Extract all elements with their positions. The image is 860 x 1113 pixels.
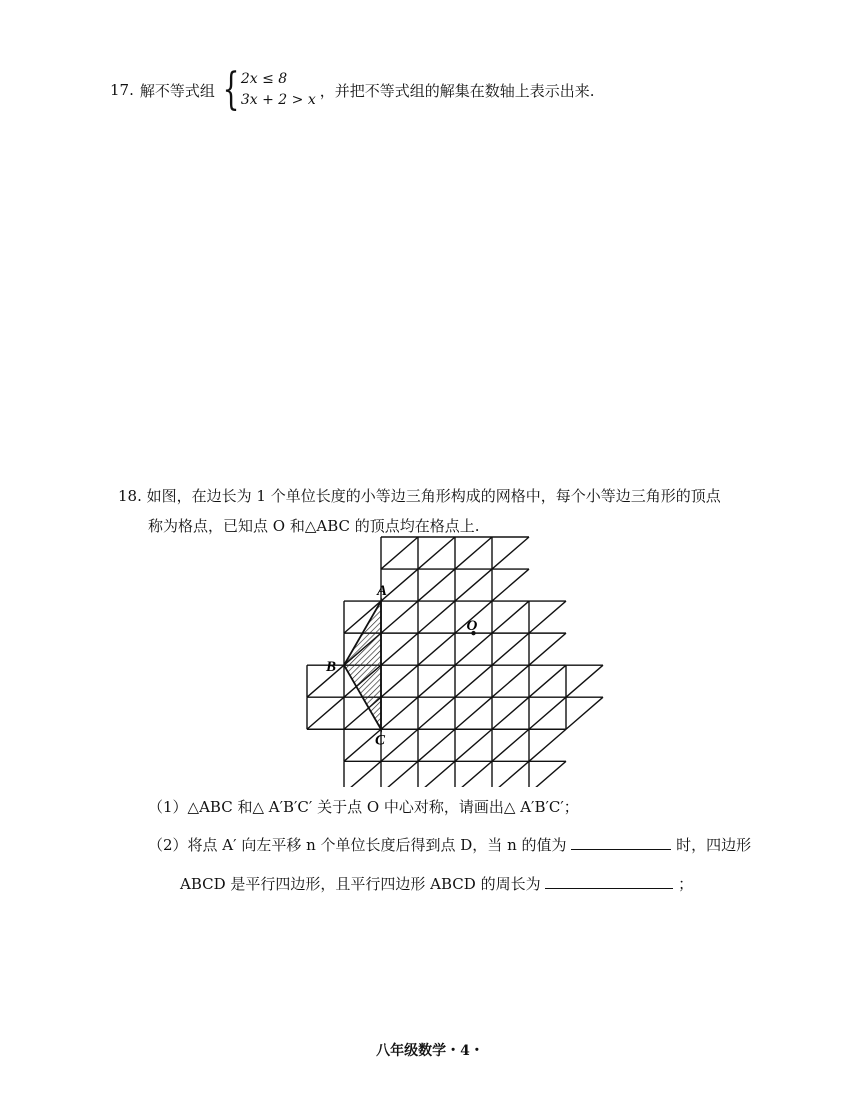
part-2-text-a: （2）将点 A′ 向左平移 n 个单位长度后得到点 D，当 n 的值为 [148, 836, 567, 854]
grid-edge [381, 633, 418, 665]
grid-edge [529, 729, 566, 761]
page-footer: 八年级数学・4・ [376, 1043, 484, 1059]
grid-edge [381, 761, 418, 787]
question-suffix: ，并把不等式组的解集在数轴上表示出来. [319, 81, 595, 100]
label-a: A [377, 583, 388, 600]
grid-edge [381, 697, 418, 729]
label-c: C [375, 732, 386, 749]
grid-edge [492, 537, 529, 569]
answer-blank-n[interactable] [571, 835, 671, 850]
answer-blank-perimeter[interactable] [545, 874, 673, 889]
grid-edge [418, 697, 455, 729]
grid-edge [455, 569, 492, 601]
inequality-2: 3x + 2 > x [240, 92, 316, 108]
grid-edge [455, 697, 492, 729]
question-18-part-2-cont [180, 873, 693, 894]
grid-edge [455, 729, 492, 761]
grid-edge [418, 537, 455, 569]
grid-edge [492, 601, 529, 633]
grid-edge [492, 569, 529, 601]
grid-edge [529, 665, 566, 697]
left-brace-icon: { [222, 64, 240, 115]
grid-edge [381, 537, 418, 569]
grid-edge [307, 697, 344, 729]
grid-edge [455, 665, 492, 697]
question-number: 18. [118, 487, 142, 505]
triangle-grid-figure [300, 527, 610, 787]
grid-edge [455, 761, 492, 787]
grid-edge [492, 665, 529, 697]
grid-edge [529, 633, 566, 665]
grid-edge [381, 601, 418, 633]
label-b: B [326, 659, 337, 676]
grid-edge [529, 761, 566, 787]
grid-edge [566, 665, 603, 697]
inequality-1: 2x ≤ 8 [240, 71, 288, 87]
grid-edge [492, 633, 529, 665]
grid-edge [344, 761, 381, 787]
grid-edge [418, 601, 455, 633]
grid-edge [418, 569, 455, 601]
question-18-part-2 [148, 834, 751, 855]
part-2-text-b: 时，四边形 [676, 836, 752, 854]
question-text: 如图，在边长为 1 个单位长度的小等边三角形构成的网格中，每个小等边三角形的顶点 [146, 487, 721, 505]
grid-edge [381, 665, 418, 697]
grid-edge [566, 697, 603, 729]
grid-edge [455, 537, 492, 569]
grid-edge [492, 729, 529, 761]
grid-edge [418, 729, 455, 761]
question-18-part-1: （1）△ABC 和△ A′B′C′ 关于点 O 中心对称，请画出△ A′B′C′； [148, 798, 579, 816]
grid-edge [529, 697, 566, 729]
grid-edge [492, 761, 529, 787]
question-18-line-2: 称为格点，已知点 O 和△ABC 的顶点均在格点上. [148, 517, 480, 535]
grid-edge [492, 697, 529, 729]
label-o: O [466, 618, 478, 635]
part-2-text-d: ； [678, 875, 694, 893]
triangle-abc [344, 601, 381, 729]
grid-edge [455, 633, 492, 665]
grid-edge [418, 761, 455, 787]
grid-edge [418, 665, 455, 697]
grid-edge [529, 601, 566, 633]
grid-edge [381, 729, 418, 761]
inequality-system [217, 64, 316, 115]
question-prefix: 解不等式组 [139, 81, 215, 100]
question-17 [110, 64, 595, 115]
grid-edge [418, 633, 455, 665]
part-2-text-c: ABCD 是平行四边形，且平行四边形 ABCD 的周长为 [180, 875, 541, 893]
question-18-line-1 [118, 481, 808, 511]
question-number: 17. [110, 81, 134, 99]
